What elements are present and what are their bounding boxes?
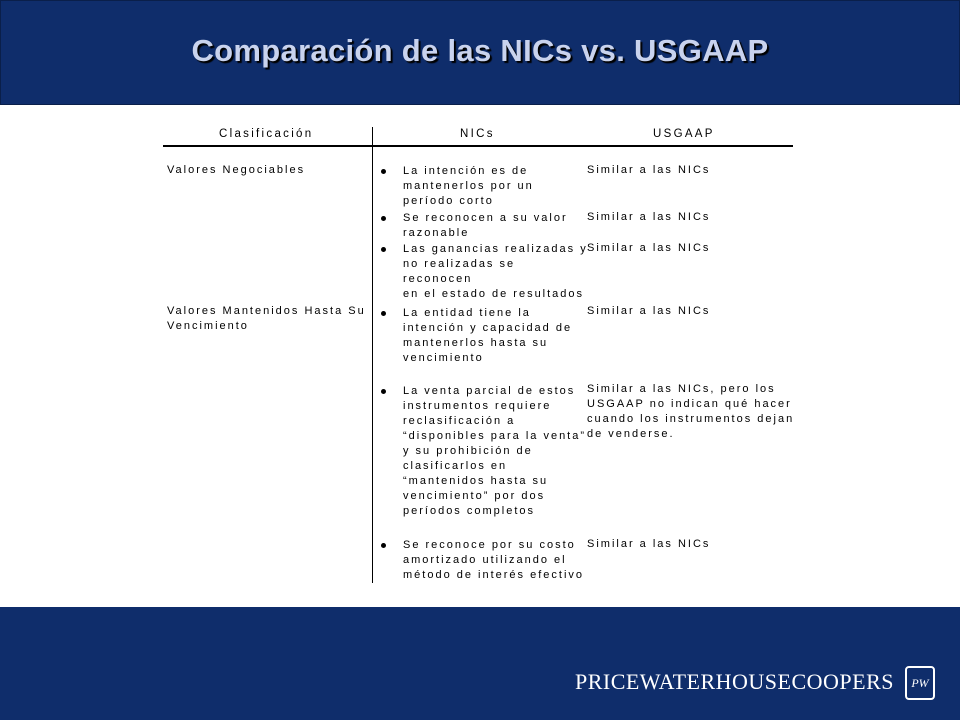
brand-mark-icon: PW <box>905 666 935 700</box>
nics-cell: Se reconocen a su valor razonable <box>403 212 568 239</box>
column-header-nics: NICs <box>460 128 495 140</box>
usgaap-cell: Similar a las NICs <box>587 538 711 550</box>
bullet-icon <box>381 247 386 252</box>
usgaap-cell: Similar a las NICs <box>587 242 711 254</box>
bullet-icon <box>381 216 386 221</box>
nics-cell: La venta parcial de estos instrumentos requiere reclasificación a “disponibles para la venta” y su prohibición de clasificarlos en “mantenidos hasta su vencimiento” por dos períodos completos <box>403 385 587 517</box>
column-header-usgaap: USGAAP <box>653 128 715 140</box>
footer-banner <box>0 607 960 720</box>
header-divider <box>163 145 793 147</box>
classification-valores-mantenidos: Valores Mantenidos Hasta Su Vencimiento <box>167 305 366 332</box>
nics-cell: La intención es de mantenerlos por un período corto <box>403 165 534 207</box>
usgaap-cell: Similar a las NICs <box>587 305 711 317</box>
column-divider <box>372 127 373 583</box>
classification-valores-negociables: Valores Negociables <box>167 164 306 176</box>
bullet-icon <box>381 543 386 548</box>
slide-title: Comparación de las NICs vs. USGAAP <box>191 33 769 68</box>
column-header-classification: Clasificación <box>219 128 314 140</box>
bullet-icon <box>381 389 386 394</box>
brand-logo-text: PRICEWATERHOUSECOOPERS <box>574 669 894 694</box>
usgaap-cell: Similar a las NICs, pero los USGAAP no indican qué hacer cuando los instrumentos dejan de venderse. <box>587 383 795 440</box>
bullet-icon <box>381 311 386 316</box>
usgaap-cell: Similar a las NICs <box>587 211 711 223</box>
title-banner <box>0 0 960 105</box>
comparison-table <box>163 123 795 585</box>
nics-cell: Se reconoce por su costo amortizado utilizando el método de interés efectivo <box>403 539 585 581</box>
nics-cell: Las ganancias realizadas y no realizadas se reconocen en el estado de resultados <box>403 243 588 300</box>
nics-cell: La entidad tiene la intención y capacidad de mantenerlos hasta su vencimiento <box>403 307 573 364</box>
usgaap-cell: Similar a las NICs <box>587 164 711 176</box>
bullet-icon <box>381 169 386 174</box>
